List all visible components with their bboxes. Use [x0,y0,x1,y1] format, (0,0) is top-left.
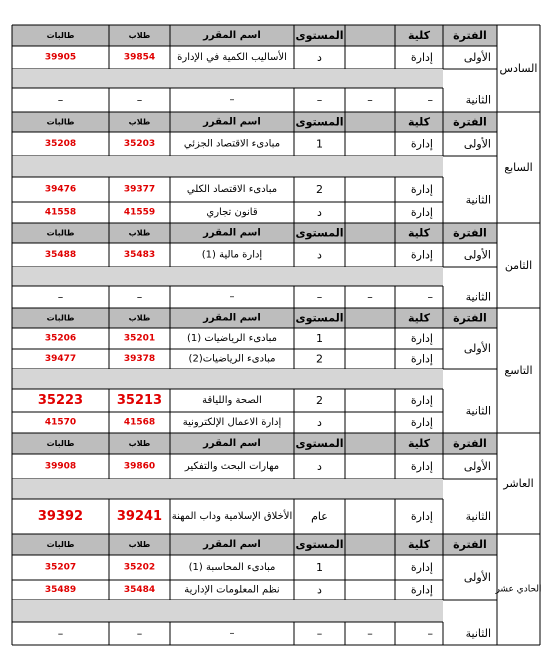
female-section-id: 39476 [44,184,77,195]
period-second-label: الثانية [465,510,491,523]
blank-cell: – [367,290,373,304]
semester-label: السابع [504,161,533,174]
period-second-label: الثانية [465,627,491,640]
header-female-label: طالبات [46,313,75,323]
female-section-id: – [57,290,64,304]
period-second-label: الثانية [465,193,491,207]
male-section-id: 39860 [123,461,156,472]
semester-label: الثامن [504,259,533,272]
header-female-label: طالبات [46,439,75,448]
college-cell: إدارة [410,248,433,262]
period-second-label: الثانية [465,93,491,107]
male-section-id: 35484 [123,585,156,595]
college-cell: – [427,93,433,107]
separator-band [12,156,443,177]
period-first-label: الأولى [463,51,491,64]
male-section-id: 35202 [123,562,156,573]
header-period-label: الفترة [453,437,487,450]
semester-label: التاسع [504,364,533,377]
period-first-label: الأولى [463,460,491,473]
college-cell: إدارة [410,561,433,574]
female-section-id: 39392 [37,509,84,524]
header-period-label: الفترة [453,115,487,129]
header-period-label: الفترة [453,311,487,325]
semester-label: السادس [499,62,538,75]
header-female-label: طالبات [46,31,75,40]
male-section-id: 39377 [123,184,156,195]
male-section-id: 35483 [123,250,156,260]
course-name: قانون تجاري [206,207,258,218]
header-college-label: كلية [407,311,431,325]
header-male-label: طلاب [128,313,151,323]
separator-band [12,600,443,622]
male-section-id: – [136,627,143,640]
level-cell: 2 [316,352,323,366]
header-level-label: المستوى [295,115,344,129]
female-section-id: 39908 [44,461,77,472]
female-section-id: 39905 [44,52,77,63]
header-course-label: اسم المقرر [203,227,261,239]
header-level-label: المستوى [295,226,344,240]
header-male-label: طلاب [128,439,151,448]
header-course-label: اسم المقرر [203,116,261,128]
male-section-id: 39854 [123,52,156,63]
blank-cell: – [367,93,373,107]
course-name: إدارة مالية (1) [201,249,263,261]
period-second-label: الثانية [465,404,491,418]
college-cell: إدارة [410,394,433,407]
course-name: – [229,628,235,639]
period-first-label: الأولى [463,248,491,262]
semester-label: العاشر [503,477,534,490]
female-section-id: 35488 [44,250,77,260]
female-section-id: – [57,93,64,107]
level-cell: 1 [316,561,323,574]
header-period-label: الفترة [453,226,487,240]
course-name: – [229,94,235,106]
female-section-id: – [57,627,64,640]
female-section-id: 41570 [44,417,77,428]
header-period-label: الفترة [453,538,487,551]
header-course-label: اسم المقرر [203,539,261,550]
level-cell: د [317,416,322,429]
header-course-label: اسم المقرر [203,438,261,449]
separator-band [12,369,443,389]
college-cell: إدارة [410,460,433,473]
male-section-id: 35213 [116,393,163,408]
level-cell: د [317,206,322,219]
header-period-label: الفترة [453,29,487,42]
header-level-label: المستوى [295,437,344,450]
header-college-label: كلية [407,538,431,551]
header-male-label: طلاب [128,228,151,238]
male-section-id: 41568 [123,417,156,428]
header-college-label: كلية [407,115,431,129]
semester-label: الحادي عشر [495,584,542,595]
male-section-id: – [136,290,143,304]
period-first-label: الأولى [463,571,491,584]
female-section-id: 41558 [44,207,77,218]
level-cell: 1 [316,137,323,151]
course-name: مبادىء الرياضيات (1) [186,333,278,344]
level-cell: د [317,583,322,597]
header-female-label: طالبات [46,228,75,238]
level-cell: 2 [316,394,323,407]
header-course-label: اسم المقرر [203,30,261,41]
level-cell: – [316,93,323,107]
course-name: الأساليب الكمية في الإدارة [177,52,287,63]
level-cell: عام [311,510,328,523]
course-name: – [229,291,235,303]
course-name: مبادىء المحاسبة (1) [188,562,276,573]
level-cell: د [317,460,322,473]
female-section-id: 39477 [44,354,77,364]
period-first-label: الأولى [463,137,491,151]
female-section-id: 35206 [44,333,77,344]
period-first-label: الأولى [463,342,491,355]
female-section-id: 35208 [44,139,77,149]
header-female-label: طالبات [46,117,75,127]
college-cell: إدارة [410,206,433,219]
course-name: إدارة الاعمال الإلكترونية [182,417,282,428]
course-name: مبادىء الاقتصاد الكلي [186,184,278,195]
period-second-label: الثانية [465,290,491,304]
level-cell: د [317,248,322,262]
college-cell: إدارة [410,51,433,64]
college-cell: – [427,290,433,304]
male-section-id: 39241 [116,509,163,524]
male-section-id: – [136,93,143,107]
college-cell: إدارة [410,416,433,429]
college-cell: إدارة [410,510,433,523]
header-female-label: طالبات [46,540,75,549]
course-name: الأخلاق الإسلامية وداب المهنة [171,511,293,522]
college-cell: إدارة [410,137,433,151]
level-cell: – [316,290,323,304]
course-name: مهارات البحث والتفكير [184,461,280,472]
college-cell: – [427,627,433,640]
separator-band [12,267,443,286]
header-college-label: كلية [407,437,431,450]
header-college-label: كلية [407,29,431,42]
level-cell: – [316,627,323,640]
college-cell: إدارة [410,352,433,366]
course-name: نظم المعلومات الإدارية [184,584,280,596]
college-cell: إدارة [410,583,433,597]
header-college-label: كلية [407,226,431,240]
level-cell: 1 [316,332,323,345]
course-name: مبادىء الاقتصاد الجزئي [183,138,281,150]
header-level-label: المستوى [295,29,344,42]
female-section-id: 35489 [44,585,77,595]
college-cell: إدارة [410,183,433,196]
course-name: الصحة واللياقة [202,395,262,406]
blank-cell: – [367,627,373,640]
header-male-label: طلاب [128,540,151,549]
college-cell: إدارة [410,332,433,345]
separator-band [12,69,443,88]
male-section-id: 35203 [123,139,156,149]
course-name: مبادىء الرياضيات(2) [188,353,276,365]
header-male-label: طلاب [128,31,151,40]
male-section-id: 35201 [123,333,156,344]
header-level-label: المستوى [295,311,344,325]
header-male-label: طلاب [128,117,151,127]
male-section-id: 39378 [123,354,156,364]
level-cell: د [317,51,322,64]
separator-band [12,479,443,499]
header-level-label: المستوى [295,538,344,551]
male-section-id: 41559 [123,207,156,218]
header-course-label: اسم المقرر [203,312,261,324]
female-section-id: 35223 [37,393,84,408]
female-section-id: 35207 [44,562,77,573]
level-cell: 2 [316,183,323,196]
